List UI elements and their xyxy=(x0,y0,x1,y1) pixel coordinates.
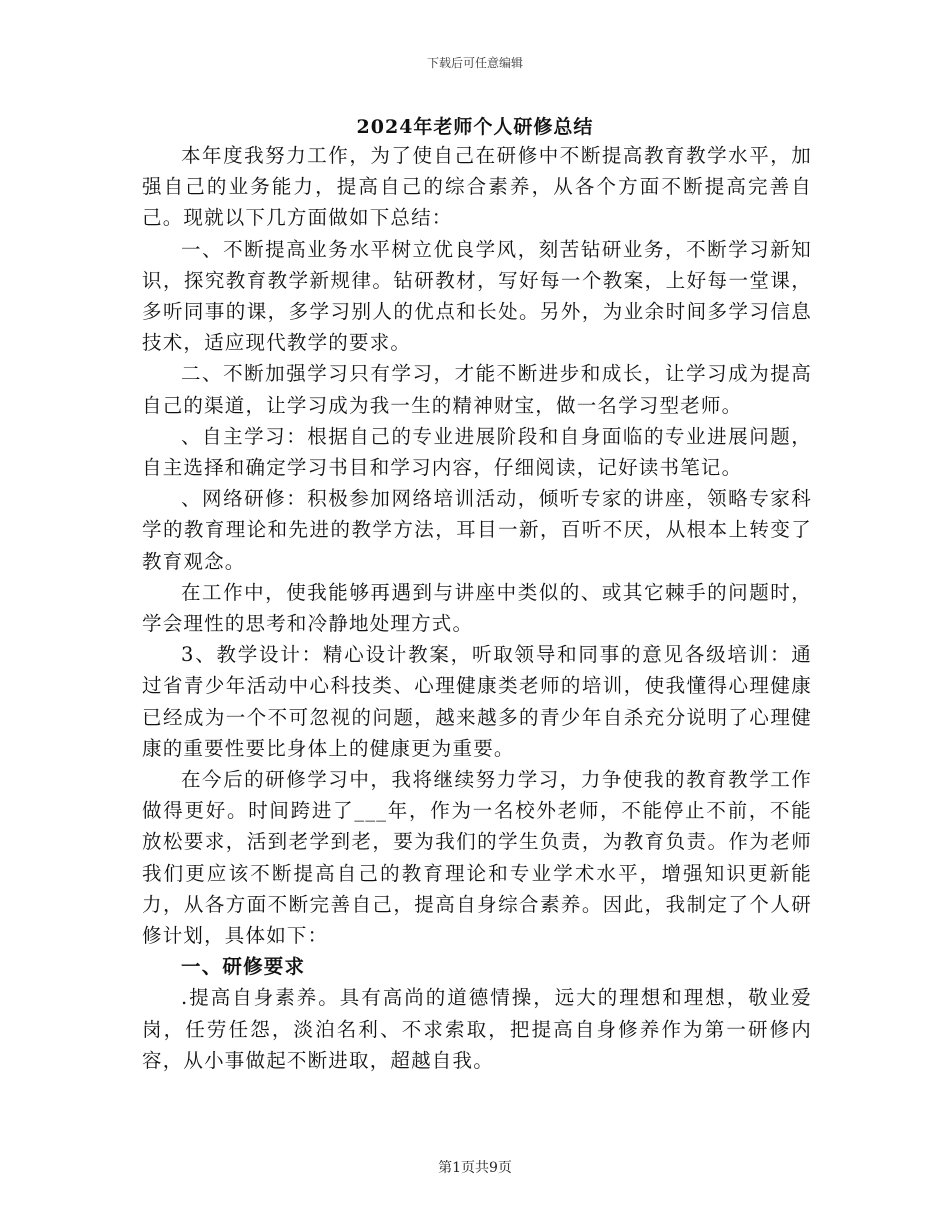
paragraph-strengthen-learning: 二、不断加强学习只有学习，才能不断进步和成长，让学习成为提高自己的渠道，让学习成为我一生的精神财宝，做一名学习型老师。 xyxy=(142,362,812,417)
paragraph-intro: 本年度我努力工作，为了使自己在研修中不断提高教育教学水平，加强自己的业务能力，提高自己的综合素养，从各个方面不断提高完善自己。现就以下几方面做如下总结： xyxy=(142,144,812,230)
page-number: 第1页共9页 xyxy=(438,1160,512,1176)
paragraph-self-quality: .提高自身素养。具有高尚的道德情操，远大的理想和理想，敬业爱岗，任劳任怨，淡泊名利、不求索取，把提高自身修养作为第一研修内容，从小事做起不断进取，超越自我。 xyxy=(142,986,812,1072)
paragraph-at-work: 在工作中，使我能够再遇到与讲座中类似的、或其它棘手的问题时，学会理性的思考和冷静地处理方式。 xyxy=(142,580,812,636)
paragraph-future-study: 在今后的研修学习中，我将继续努力学习，力争使我的教育教学工作做得更好。时间跨进了___年，作为一名校外老师，不能停止不前，不能放松要求，活到老学到老，要为我们的学生负责，为教育负责。作为老师我们更应该不断提高自己的教育理论和专业学术水平，增强知识更新能力，从各方面不断完善自己，提高自身综合素养。因此，我制定了个人研修计划，具体如下： xyxy=(142,768,812,948)
paragraph-teaching-design: 3、教学设计：精心设计教案，听取领导和同事的意见各级培训：通过省青少年活动中心科技类、心理健康类老师的培训，使我懂得心理健康已经成为一个不可忽视的问题，越来越多的青少年自杀充分说明了心理健康的重要性要比身体上的健康更为重要。 xyxy=(142,643,812,760)
document-title: 2024年老师个人研修总结 xyxy=(356,116,594,138)
paragraph-online-training: 、网络研修：积极参加网络培训活动，倾听专家的讲座，领略专家科学的教育理论和先进的教学方法，耳目一新，百听不厌，从根本上转变了教育观念。 xyxy=(142,487,812,573)
paragraph-self-study: 、自主学习：根据自己的专业进展阶段和自身面临的专业进展问题，自主选择和确定学习书目和学习内容，仔细阅读，记好读书笔记。 xyxy=(142,424,812,480)
document-body xyxy=(142,140,812,1076)
paragraph-business-level: 一、不断提高业务水平树立优良学风，刻苦钻研业务，不断学习新知识，探究教育教学新规律。钻研教材，写好每一个教案，上好每一堂课，多听同事的课，多学习别人的优点和长处。另外，为业余时间多学习信息技术，适应现代教学的要求。 xyxy=(142,237,812,355)
header-note: 下载后可任意编辑 xyxy=(426,56,523,70)
section-heading: 一、研修要求 xyxy=(181,955,306,979)
